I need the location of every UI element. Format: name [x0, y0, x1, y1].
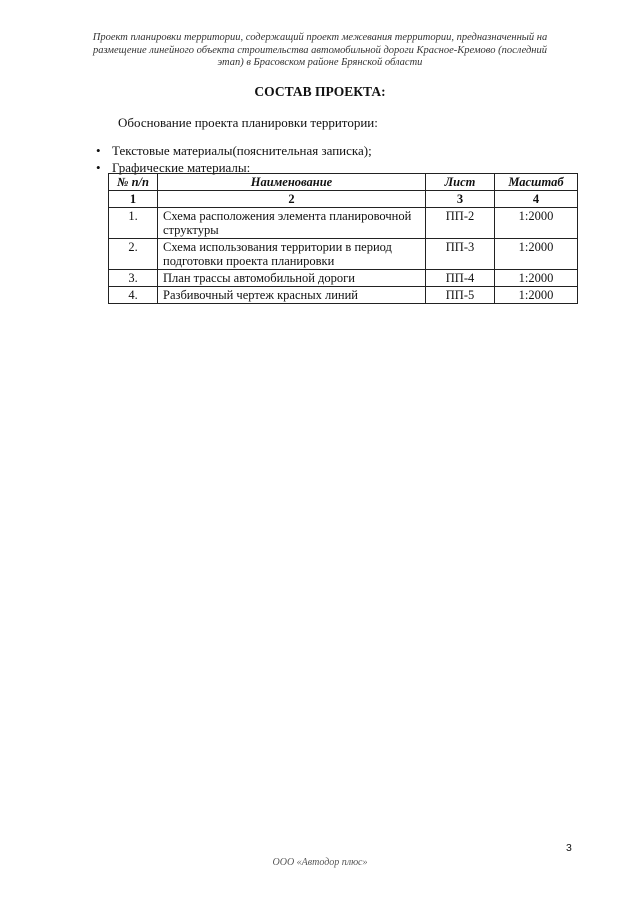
- cell-number: 1.: [109, 208, 158, 239]
- table-index-row: [109, 191, 578, 208]
- document-footer: ООО «Автодор плюс»: [272, 857, 368, 868]
- bullet-icon: •: [96, 160, 101, 175]
- index-cell: 3: [426, 191, 495, 208]
- index-cell: 4: [495, 191, 578, 208]
- cell-sheet: ПП-4: [426, 270, 495, 287]
- bullet-list: [96, 142, 372, 176]
- bullet-icon: •: [96, 143, 101, 158]
- cell-name: План трассы автомобильной дороги: [158, 270, 426, 287]
- cell-number: 2.: [109, 239, 158, 270]
- bullet-text: Текстовые материалы(пояснительная записка);: [112, 143, 372, 158]
- intro-text: Обоснование проекта планировки территории:: [118, 115, 378, 130]
- cell-name: Разбивочный чертеж красных линий: [158, 287, 426, 304]
- cell-scale: 1:2000: [495, 287, 578, 304]
- table-header-row: [109, 174, 578, 191]
- cell-sheet: ПП-5: [426, 287, 495, 304]
- cell-number: 3.: [109, 270, 158, 287]
- column-header-number: № п/п: [109, 174, 158, 191]
- cell-number: 4.: [109, 287, 158, 304]
- cell-name: Схема расположения элемента планировочной структуры: [158, 208, 426, 239]
- table-row: [109, 208, 578, 239]
- header-line-1: Проект планировки территории, содержащий проект межевания территории, предназначенный на: [92, 32, 548, 43]
- cell-scale: 1:2000: [495, 208, 578, 239]
- table-row: [109, 270, 578, 287]
- page-number: 3: [566, 842, 572, 854]
- page-title: СОСТАВ ПРОЕКТА:: [254, 84, 386, 99]
- document-header: [60, 32, 580, 70]
- index-cell: 2: [158, 191, 426, 208]
- column-header-name: Наименование: [158, 174, 426, 191]
- cell-scale: 1:2000: [495, 239, 578, 270]
- table-row: [109, 239, 578, 270]
- index-cell: 1: [109, 191, 158, 208]
- header-line-3: этап) в Брасовском районе Брянской области: [217, 57, 423, 68]
- table-row: [109, 287, 578, 304]
- list-item: [96, 142, 372, 159]
- header-line-2: размещение линейного объекта строительства автомобильной дороги Красное-Кремово (последний: [92, 44, 548, 56]
- bullet-text: Графические материалы:: [112, 160, 251, 175]
- cell-sheet: ПП-3: [426, 239, 495, 270]
- composition-table: [108, 173, 578, 304]
- column-header-sheet: Лист: [426, 174, 495, 191]
- column-header-scale: Масштаб: [495, 174, 578, 191]
- cell-scale: 1:2000: [495, 270, 578, 287]
- cell-name: Схема использования территории в период подготовки проекта планировки: [158, 239, 426, 270]
- cell-sheet: ПП-2: [426, 208, 495, 239]
